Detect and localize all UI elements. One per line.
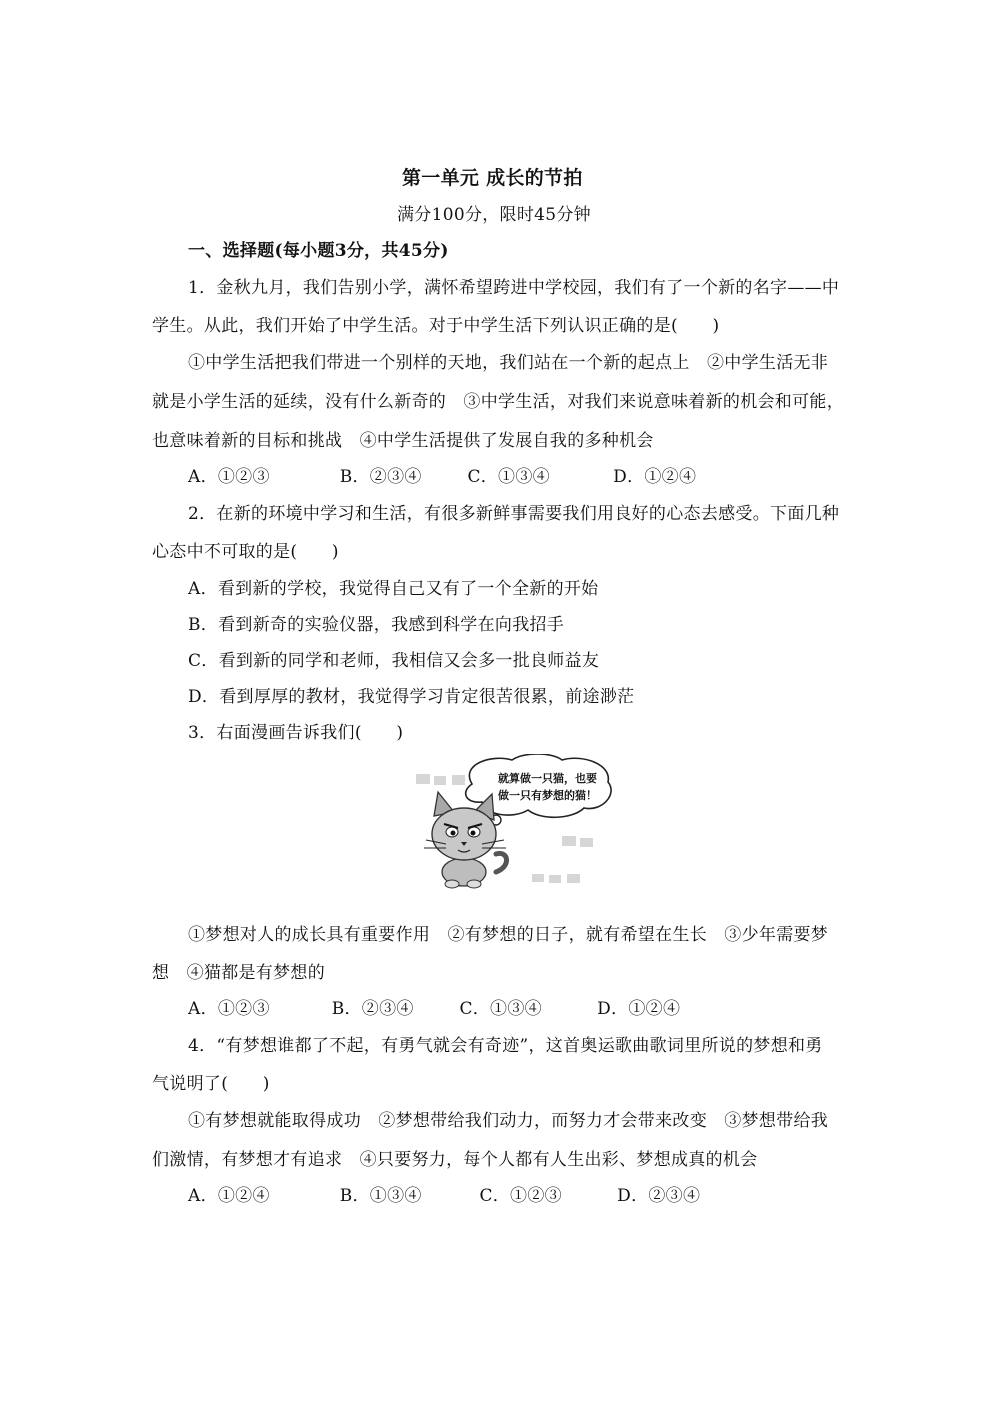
q4-stem-line2: 气说明了( ) [152, 1074, 270, 1094]
q3-option-b[interactable]: B．②③④ [331, 999, 414, 1019]
q4-option-d[interactable]: D．②③④ [617, 1186, 701, 1206]
q3-option-a[interactable]: A．①②③ [188, 999, 270, 1019]
q3-statements-line2: 想 ④猫都是有梦想的 [152, 963, 325, 983]
q1-option-b[interactable]: B．②③④ [339, 467, 422, 487]
q3-statements-line1: ①梦想对人的成长具有重要作用 ②有梦想的日子，就有希望在生长 ③少年需要梦 [188, 925, 829, 945]
q2-option-d[interactable]: D．看到厚厚的教材，我觉得学习肯定很苦很累，前途渺茫 [188, 687, 635, 707]
q3-options [188, 998, 680, 1020]
q1-option-c[interactable]: C．①③④ [467, 467, 550, 487]
q4-statements-line1: ①有梦想就能取得成功 ②梦想带给我们动力，而努力才会带来改变 ③梦想带给我 [188, 1111, 829, 1131]
q4-statements-line2: 们激情，有梦想才有追求 ④只要努力，每个人都有人生出彩、梦想成真的机会 [152, 1150, 758, 1170]
page-title: 第一单元 成长的节拍 [402, 167, 583, 189]
q1-stem-line2: 学生。从此，我们开始了中学生活。对于中学生活下列认识正确的是( ) [152, 316, 720, 336]
q2-option-a[interactable]: A．看到新的学校，我觉得自己又有了一个全新的开始 [188, 579, 599, 599]
q2-option-c[interactable]: C．看到新的同学和老师，我相信又会多一批良师益友 [188, 651, 600, 671]
cartoon-image [412, 754, 617, 890]
q1-option-a[interactable]: A．①②③ [188, 467, 270, 487]
q1-statements-line2: 就是小学生活的延续，没有什么新奇的 ③中学生活，对我们来说意味着新的机会和可能， [152, 392, 844, 412]
q2-option-b[interactable]: B．看到新奇的实验仪器，我感到科学在向我招手 [188, 615, 565, 635]
cartoon-cat-illustration [412, 754, 617, 890]
page-subtitle: 满分100分，限时45分钟 [397, 205, 591, 225]
section-heading: 一、选择题(每小题3分，共45分) [188, 241, 449, 261]
q3-option-c[interactable]: C．①③④ [459, 999, 542, 1019]
cartoon-speech-line1: 就算做一只猫，也要 [498, 772, 597, 785]
q2-stem-line1: 2．在新的环境中学习和生活，有很多新鲜事需要我们用良好的心态去感受。下面几种 [188, 504, 840, 524]
q4-stem-line1: 4．“有梦想谁都了不起，有勇气就会有奇迹”，这首奥运歌曲歌词里所说的梦想和勇 [188, 1036, 823, 1056]
q3-option-d[interactable]: D．①②④ [597, 999, 681, 1019]
q4-option-b[interactable]: B．①③④ [339, 1186, 422, 1206]
cartoon-speech-line2: 做一只有梦想的猫！ [498, 789, 597, 802]
q3-stem: 3．右面漫画告诉我们( ) [188, 723, 404, 743]
q1-option-d[interactable]: D．①②④ [613, 467, 697, 487]
q4-option-a[interactable]: A．①②④ [188, 1186, 270, 1206]
q2-stem-line2: 心态中不可取的是( ) [152, 542, 339, 562]
q4-options [188, 1185, 700, 1207]
q1-statements-line1: ①中学生活把我们带进一个别样的天地，我们站在一个新的起点上 ②中学生活无非 [188, 353, 829, 373]
q1-options [188, 466, 696, 488]
q1-statements-line3: 也意味着新的目标和挑战 ④中学生活提供了发展自我的多种机会 [152, 431, 654, 451]
q4-option-c[interactable]: C．①②③ [479, 1186, 562, 1206]
q1-stem-line1: 1．金秋九月，我们告别小学，满怀希望跨进中学校园，我们有了一个新的名字——中 [188, 278, 840, 298]
